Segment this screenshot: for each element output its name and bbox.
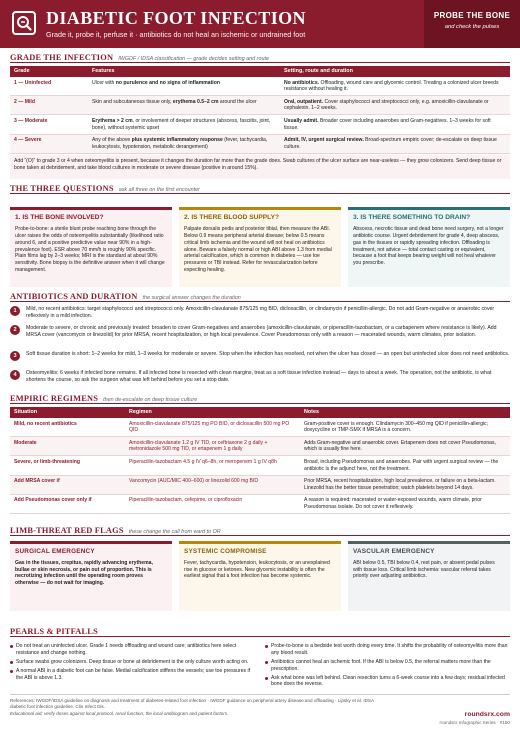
- situation-cell: Severe, or limb-threatening: [10, 456, 125, 475]
- section-antibiotics-heading: [10, 292, 510, 302]
- regimen-cell: Amoxicillin-clavulanate 875/125 mg PO BID, or dicloxacillin 500 mg PO QID: [125, 418, 300, 437]
- step-number-badge: 2: [10, 325, 20, 335]
- card-text: Gas in the tissues, crepitus, rapidly advancing erythema, bullae or skin necrosis, or pain out of proportion. This is necrotizing infection until the operating room proves otherwise — do not wait for imaging.: [15, 559, 153, 587]
- features-cell: Erythema > 2 cm, or involvement of deeper structures (abscess, fasciitis, joint, bone), without systemic upset: [88, 115, 280, 134]
- grade-cell: 3 — Moderate: [10, 115, 88, 134]
- list-item: Surface swabs grow colonizers. Deep tissue or bone at debridement is the only culture worth acting on.: [10, 659, 255, 666]
- pitfalls-list-left: [10, 643, 255, 683]
- card-heading: VASCULAR EMERGENCY: [353, 548, 435, 555]
- card-heading: 1. IS THE BONE INVOLVED?: [15, 214, 104, 221]
- list-item: Antibiotics cannot heal an ischemic foot. If the ABI is below 0.5, the referral matters more than the prescription.: [265, 659, 510, 673]
- section-title: THE THREE QUESTIONS: [10, 184, 114, 193]
- setting-cell: No antibiotics. Offloading, wound care and glycemic control. Treating a colonized ulcer breeds resistance without healing it.: [280, 77, 510, 96]
- card-text: ABI below 0.5, TBI below 0.4, rest pain, or absent pedal pulses with tissue loss. Critical limb ischemia: vascular referral takes priority over adjusting antibiotics.: [353, 559, 495, 580]
- grade-cell: 2 — Mild: [10, 96, 88, 115]
- list-item: Probe-to-bone is a bedside test worth doing every time. It shifts the probability of osteomyelitis more than any blood result.: [265, 643, 510, 657]
- situation-cell: Add Pseudomonas cover only if: [10, 494, 125, 513]
- regimen-cell: Piperacillin-tazobactam, cefepime, or ciprofloxacin: [125, 494, 300, 513]
- features-cell: Ulcer with no purulence and no signs of inflammation: [88, 77, 280, 96]
- series-label: roundsrx Infographic Series · #150: [439, 719, 510, 725]
- table-row: [10, 115, 510, 134]
- notes-cell: Broad, including Pseudomonas and anaerobes. Pair with urgent surgical review — the antibiotic is the adjunct here, not the treatment.: [300, 456, 510, 475]
- step-text: Moderate to severe, or chronic and previously treated: broaden to cover Gram-negatives and anaerobes (amoxicillin-clavulanate, or piperacillin-tazobactam, or a carbapenem where resistance is likely). Add MRSA cover (vancomycin or linezolid) for prior MRSA, recent hospitalization, or high local prevalence. Cover Pseudomonas only with a reason — macerated wounds, warm climates, prior isolation.: [26, 325, 497, 339]
- antibiotic-step: [10, 325, 510, 339]
- grade-footnote: Add “(O)” to grade 3 or 4 when osteomyelitis is present, because it changes the duration far more than the grade does. Swab cultures of the ulcer surface are near-useless — they grow colonizers. Send deep tissue or bone taken at debridement, and take blood cultures in moderate or severe disease (positive in around 15%).: [10, 155, 510, 179]
- situation-cell: Mild, no recent antibiotics: [10, 418, 125, 437]
- regimen-table: [10, 407, 510, 514]
- references: References: IWGDF/IDSA guideline on diagnosis and treatment of diabetes-related foot infection · IWGDF guidance on peripheral artery disease and offloading · Lipsky et al. IDSA diabetic foot infection guideline, Clin Infect Dis.: [10, 698, 374, 710]
- section-note: the surgical answer changes the duration: [142, 295, 241, 301]
- section-note: then de-escalate on deep tissue culture: [103, 397, 198, 403]
- table-row: [10, 418, 510, 437]
- card-heading: SYSTEMIC COMPROMISE: [184, 548, 267, 555]
- column-header: Notes: [300, 407, 510, 418]
- card-text: Palpate dorsalis pedis and posterior tibial, then measure the ABI. Below 0.9 means peripheral arterial disease; below 0.5 means critical limb ischemia and the wound will not heal on antibiotics alone. Beware a falsely normal or high ABI above 1.3 from medial arterial calcification, which is common in diabetes — use toe pressures or TBI instead. Refer for revascularization before expecting healing.: [184, 225, 332, 274]
- card-heading: 3. IS THERE SOMETHING TO DRAIN?: [353, 214, 471, 221]
- regimen-cell: Vancomycin (AUC/MIC 400–600) or linezolid 600 mg BID: [125, 475, 300, 494]
- pitfalls-list-right: [265, 643, 510, 690]
- step-text: Soft tissue duration is short: 1–2 weeks for mild, 1–3 weeks for moderate or severe. Stop when the infection has resolved, not when the ulcer has closed — an open but uninfected ulcer does not need antibiotics.: [26, 351, 510, 357]
- notes-cell: Adds Gram-negative and anaerobic cover. Ertapenem does not cover Pseudomonas, which is usually fine here.: [300, 437, 510, 456]
- card-text: Probe-to-bone: a sterile blunt probe reaching bone through the ulcer raises the odds of osteomyelitis substantially (likelihood ratio around 6, and a positive predictive value near 90% in a high-prevalence foot). ESR above 70 mm/h is roughly 90% specific. Plain films lag by 2–3 weeks; MRI is the standard at about 90% sensitivity. Bone biopsy is the definitive answer when it will change management.: [15, 225, 165, 274]
- section-title: ANTIBIOTICS AND DURATION: [10, 292, 138, 301]
- notes-cell: A reason is required: macerated or water-exposed wounds, warm climate, prior Pseudomonas isolate. Do not cover it reflexively.: [300, 494, 510, 513]
- notes-cell: Prior MRSA, recent hospitalization, high local prevalence, or failure on a beta-lactam. Linezolid has the better tissue penetration; watch platelets beyond 14 days.: [300, 475, 510, 494]
- features-cell: Any of the above plus systemic inflammatory response (fever, tachycardia, leukocytosis, hypotension, metabolic derangement): [88, 134, 280, 153]
- table-row: [10, 134, 510, 153]
- antibiotic-step: [10, 370, 510, 384]
- column-header: Situation: [10, 407, 125, 418]
- table-row: [10, 494, 510, 513]
- situation-cell: Moderate: [10, 437, 125, 456]
- regimen-cell: Amoxicillin-clavulanate 1.2 g IV TID, or ceftriaxone 2 g daily + metronidazole 500 mg TID, or ertapenem 1 g daily: [125, 437, 300, 456]
- features-cell: Skin and subcutaneous tissue only, erythema 0.5–2 cm around the ulcer: [88, 96, 280, 115]
- list-item: A normal ABI in a diabetic foot can be false. Medial calcification stiffens the vessels; use toe pressures if the ABI is above 1.3.: [10, 668, 255, 682]
- section-pitfalls-heading: [10, 627, 510, 637]
- situation-cell: Add MRSA cover if: [10, 475, 125, 494]
- section-questions-heading: [10, 184, 510, 194]
- table-header-row: [10, 407, 510, 418]
- section-note: ask all three on the first encounter: [118, 187, 200, 193]
- question-card-blood: [179, 207, 341, 287]
- section-title: PEARLS & PITFALLS: [10, 627, 98, 636]
- table-header-row: [10, 66, 510, 77]
- column-header: Regimen: [125, 407, 300, 418]
- list-item: Do not treat an uninfected ulcer. Grade 1 needs offloading and wound care; antibiotics here select resistance and change nothing.: [10, 643, 255, 657]
- section-note: these change the call from ward to OR: [128, 529, 221, 535]
- column-header: Features: [88, 66, 280, 77]
- setting-cell: Oral, outpatient. Cover staphylococci and streptococci only, e.g. amoxicillin-clavulanate or cephalexin. 1–2 weeks.: [280, 96, 510, 115]
- header-tag: [424, 0, 520, 48]
- regimen-cell: Piperacillin-tazobactam 4.5 g IV q6–8h, or meropenem 1 g IV q8h: [125, 456, 300, 475]
- column-header: Setting, route and duration: [280, 66, 510, 77]
- section-title: GRADE THE INFECTION: [10, 53, 114, 62]
- magnifier-icon: [12, 11, 36, 35]
- table-row: [10, 96, 510, 115]
- column-header: Grade: [10, 66, 88, 77]
- page-subtitle: Grade it, probe it, perfuse it · antibiotics do not heal an ischemic or undrained foot: [46, 30, 306, 39]
- setting-cell: Usually admit. Broader cover including anaerobes and Gram-negatives. 1–3 weeks for soft tissue.: [280, 115, 510, 134]
- card-text: Fever, tachycardia, hypotension, leukocytosis, or an unexplained rise in glucose or ketones. New glycemic instability is often the earliest signal that a foot infection has become systemic.: [184, 559, 330, 580]
- step-number-badge: 4: [10, 370, 20, 380]
- grade-cell: 4 — Severe: [10, 134, 88, 153]
- question-card-bone: [10, 207, 172, 287]
- step-number-badge: 1: [10, 306, 20, 316]
- step-number-badge: 3: [10, 351, 20, 361]
- section-grade-heading: [10, 53, 510, 63]
- redflag-card-systemic: [179, 541, 341, 611]
- grade-table: [10, 66, 510, 154]
- step-text: Osteomyelitis: 6 weeks if infected bone remains. If all infected bone is resected with clean margins, treat as a soft tissue infection instead — days to about a week. The operation, not the antibiotic, is what shortens the course, so ask the surgeon what was left behind before you set a stop date.: [26, 370, 492, 384]
- table-row: [10, 475, 510, 494]
- notes-cell: Gram-positive cover is enough. Clindamycin 300–450 mg QID if penicillin-allergic; doxycycline or TMP-SMX if MRSA is a concern.: [300, 418, 510, 437]
- list-item: Ask what bone was left behind. Clean resection turns a 6-week course into a few days; residual infected bone does the reverse.: [265, 675, 510, 689]
- setting-cell: Admit, IV, urgent surgical review. Broad-spectrum empiric cover; de-escalate on deep tissue culture.: [280, 134, 510, 153]
- disclaimer: Educational aid; verify doses against local protocol, renal function, the local antibiogram and patient factors.: [10, 710, 229, 716]
- page-title: DIABETIC FOOT INFECTION: [46, 8, 306, 28]
- card-text: Abscess, necrotic tissue and dead bone need surgery, not a longer antibiotic course. Urgent debridement for grade 4, deep abscess, gas in the tissues or rapidly spreading infection. Offloading is treatment, not advice — total contact casting or equivalent, because a foot that keeps bearing weight will not heal whatever you prescribe.: [353, 225, 504, 267]
- header-banner: [0, 0, 520, 48]
- grade-cell: 1 — Uninfected: [10, 77, 88, 96]
- antibiotic-step: [10, 306, 510, 320]
- section-title: EMPIRIC REGIMENS: [10, 394, 99, 403]
- card-heading: 2. IS THERE BLOOD SUPPLY?: [184, 214, 280, 221]
- tag-subtitle: and check the pulses: [444, 24, 500, 31]
- table-row: [10, 437, 510, 456]
- redflag-card-vascular: [348, 541, 510, 611]
- redflag-card-surgical: [10, 541, 172, 611]
- antibiotic-step: [10, 351, 510, 358]
- table-row: [10, 456, 510, 475]
- footer: [10, 694, 510, 717]
- step-text: Mild, no recent antibiotics: target staphylococci and streptococci only. Amoxicillin-clavulanate 875/125 mg BID, dicloxacillin, or clindamycin if penicillin-allergic. Do not add Gram-negative or anaerobic cover reflexively in a mild infection.: [26, 306, 495, 320]
- tag-title: PROBE THE BONE: [433, 11, 511, 20]
- section-title: LIMB-THREAT RED FLAGS: [10, 526, 124, 535]
- section-regimens-heading: [10, 394, 510, 404]
- section-redflags-heading: [10, 526, 510, 536]
- table-row: [10, 77, 510, 96]
- card-heading: SURGICAL EMERGENCY: [15, 548, 95, 555]
- section-note: IWGDF / IDSA classification — grade decides setting and route: [118, 56, 269, 62]
- question-card-drain: [348, 207, 510, 287]
- brand-block: [440, 711, 510, 726]
- brand-link[interactable]: roundsrx.com: [464, 711, 510, 718]
